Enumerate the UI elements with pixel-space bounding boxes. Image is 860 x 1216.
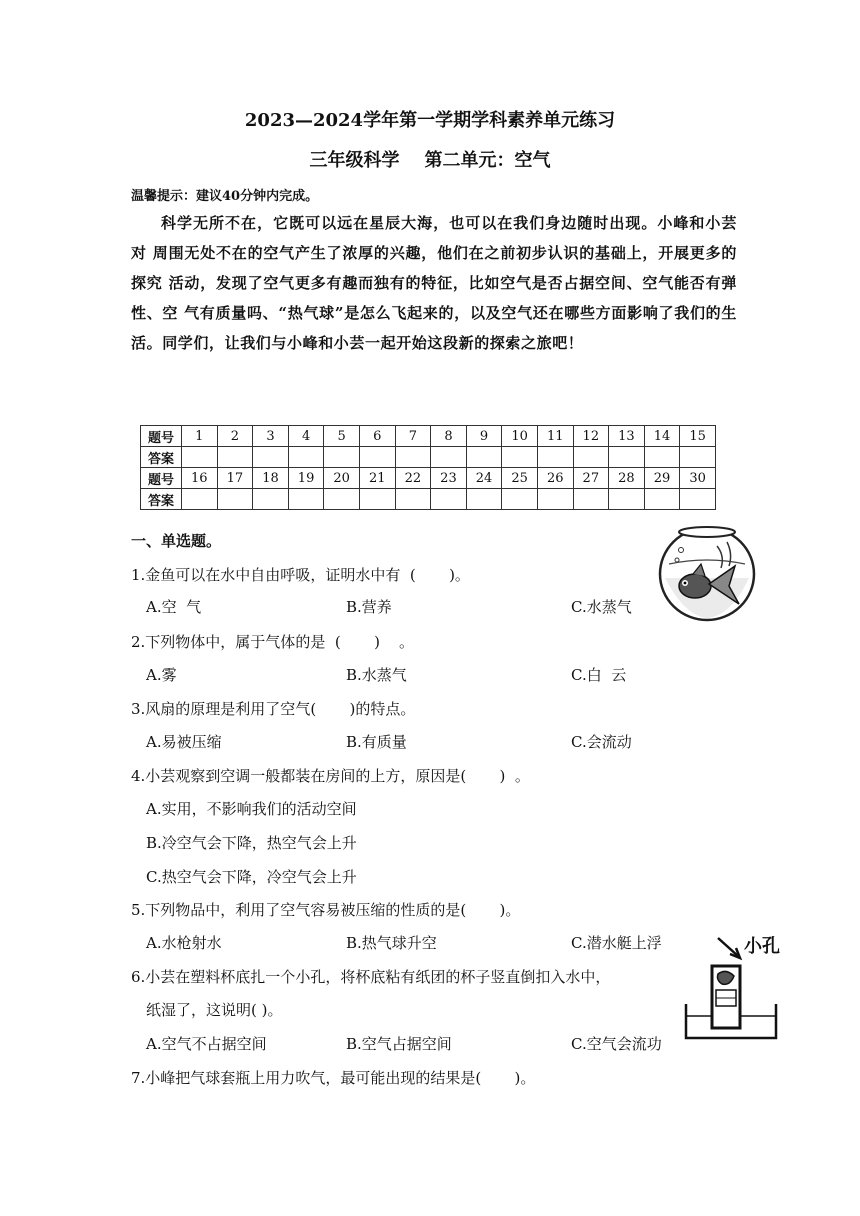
question-6-stem-continued: 纸湿了，这说明( )。 bbox=[146, 1001, 283, 1019]
question-number-cell: 8 bbox=[431, 426, 467, 447]
answer-cell[interactable] bbox=[182, 489, 218, 510]
question-number-cell: 22 bbox=[395, 468, 431, 489]
question-6-stem: 6.小芸在塑料杯底扎一个小孔，将杯底粘有纸团的杯子竖直倒扣入水中， bbox=[131, 968, 611, 986]
question-3-stem: 3.风扇的原理是利用了空气( )的特点。 bbox=[131, 700, 416, 718]
answer-cell[interactable] bbox=[680, 447, 716, 468]
question-4-option-b[interactable]: B.冷空气会下降，热空气会上升 bbox=[146, 834, 357, 852]
question-number-cell: 17 bbox=[217, 468, 253, 489]
question-number-cell: 18 bbox=[253, 468, 289, 489]
question-3-option-c[interactable]: C.会流动 bbox=[571, 733, 632, 751]
cup-in-water-diagram bbox=[682, 930, 782, 1042]
question-number-cell: 1 bbox=[182, 426, 218, 447]
table-header-cell: 答案 bbox=[141, 489, 182, 510]
question-5-option-a[interactable]: A.水枪射水 bbox=[146, 934, 222, 952]
question-number-cell: 30 bbox=[680, 468, 716, 489]
question-3-option-a[interactable]: A.易被压缩 bbox=[146, 733, 222, 751]
question-number-cell: 6 bbox=[359, 426, 395, 447]
answer-cell[interactable] bbox=[573, 489, 609, 510]
answer-cell[interactable] bbox=[502, 489, 538, 510]
table-row bbox=[141, 426, 716, 447]
tip-text: 温馨提示：建议40分钟内完成。 bbox=[131, 189, 319, 204]
answer-cell[interactable] bbox=[288, 447, 324, 468]
question-number-cell: 29 bbox=[644, 468, 680, 489]
question-number-cell: 13 bbox=[609, 426, 645, 447]
answer-cell[interactable] bbox=[609, 447, 645, 468]
question-1-stem: 1.金鱼可以在水中自由呼吸，证明水中有 ( )。 bbox=[131, 566, 470, 584]
answer-cell[interactable] bbox=[217, 447, 253, 468]
question-number-cell: 5 bbox=[324, 426, 360, 447]
answer-cell[interactable] bbox=[609, 489, 645, 510]
answer-cell[interactable] bbox=[680, 489, 716, 510]
table-row bbox=[141, 489, 716, 510]
question-5-option-b[interactable]: B.热气球升空 bbox=[346, 934, 437, 952]
question-number-cell: 27 bbox=[573, 468, 609, 489]
question-number-cell: 4 bbox=[288, 426, 324, 447]
answer-cell[interactable] bbox=[182, 447, 218, 468]
question-number-cell: 16 bbox=[182, 468, 218, 489]
question-6-option-a[interactable]: A.空气不占据空间 bbox=[146, 1035, 267, 1053]
question-number-cell: 24 bbox=[466, 468, 502, 489]
goldfish-bowl-illustration bbox=[655, 520, 759, 624]
question-2-option-a[interactable]: A.雾 bbox=[146, 666, 177, 684]
question-number-cell: 21 bbox=[359, 468, 395, 489]
page-subtitle: 三年级科学 第二单元：空气 bbox=[309, 150, 551, 171]
question-number-cell: 26 bbox=[537, 468, 573, 489]
question-number-cell: 11 bbox=[537, 426, 573, 447]
answer-cell[interactable] bbox=[324, 489, 360, 510]
question-5-option-c[interactable]: C.潜水艇上浮 bbox=[571, 934, 662, 952]
answer-cell[interactable] bbox=[253, 447, 289, 468]
answer-cell[interactable] bbox=[644, 447, 680, 468]
question-number-cell: 23 bbox=[431, 468, 467, 489]
page-title: 2023—2024学年第一学期学科素养单元练习 bbox=[244, 110, 616, 131]
question-number-cell: 25 bbox=[502, 468, 538, 489]
question-4-option-a[interactable]: A.实用，不影响我们的活动空间 bbox=[146, 800, 357, 818]
answer-cell[interactable] bbox=[431, 489, 467, 510]
question-6-option-c[interactable]: C.空气会流功 bbox=[571, 1035, 662, 1053]
question-number-cell: 3 bbox=[253, 426, 289, 447]
answer-cell[interactable] bbox=[395, 489, 431, 510]
answer-cell[interactable] bbox=[395, 447, 431, 468]
question-number-cell: 2 bbox=[217, 426, 253, 447]
question-number-cell: 19 bbox=[288, 468, 324, 489]
section-heading: 一、单选题。 bbox=[131, 532, 222, 550]
answer-cell[interactable] bbox=[431, 447, 467, 468]
question-number-cell: 28 bbox=[609, 468, 645, 489]
table-header-cell: 题号 bbox=[141, 426, 182, 447]
small-hole-label: 小孔 bbox=[744, 936, 780, 957]
answer-cell[interactable] bbox=[644, 489, 680, 510]
answer-cell[interactable] bbox=[288, 489, 324, 510]
question-number-cell: 10 bbox=[502, 426, 538, 447]
answer-table bbox=[140, 425, 716, 510]
answer-cell[interactable] bbox=[537, 447, 573, 468]
answer-cell[interactable] bbox=[466, 447, 502, 468]
question-number-cell: 9 bbox=[466, 426, 502, 447]
table-row bbox=[141, 468, 716, 489]
intro-paragraph: 科学无所不在，它既可以远在星辰大海，也可以在我们身边随时出现。小峰和小芸对 周围无处不在的空气产生了浓厚的兴趣，他们在之前初步认识的基础上，开展更多的探究 活动，发现了空气更多有趣而独有的特征，比如空气是否占据空间、空气能否有弹性、空 气有质量吗、“热气球”是怎么飞起来的，以及空气还在哪些方面影响了我们的生活。同学们，让我们与小峰和小芸一起开始这段新的探索之旅吧！ bbox=[131, 214, 737, 352]
question-2-option-b[interactable]: B.水蒸气 bbox=[346, 666, 407, 684]
table-header-cell: 答案 bbox=[141, 447, 182, 468]
answer-cell[interactable] bbox=[324, 447, 360, 468]
question-3-option-b[interactable]: B.有质量 bbox=[346, 733, 407, 751]
answer-cell[interactable] bbox=[466, 489, 502, 510]
table-header-cell: 题号 bbox=[141, 468, 182, 489]
question-4-option-c[interactable]: C.热空气会下降，冷空气会上升 bbox=[146, 868, 357, 886]
answer-cell[interactable] bbox=[359, 447, 395, 468]
answer-cell[interactable] bbox=[217, 489, 253, 510]
answer-cell[interactable] bbox=[573, 447, 609, 468]
question-1-option-c[interactable]: C.水蒸气 bbox=[571, 598, 632, 616]
question-5-stem: 5.下列物品中，利用了空气容易被压缩的性质的是( )。 bbox=[131, 901, 521, 919]
answer-cell[interactable] bbox=[502, 447, 538, 468]
question-number-cell: 14 bbox=[644, 426, 680, 447]
question-4-stem: 4.小芸观察到空调一般都装在房间的上方，原因是( ) 。 bbox=[131, 767, 530, 785]
question-number-cell: 7 bbox=[395, 426, 431, 447]
question-number-cell: 20 bbox=[324, 468, 360, 489]
question-2-option-c[interactable]: C.白 云 bbox=[571, 666, 627, 684]
question-1-option-b[interactable]: B.营养 bbox=[346, 598, 392, 616]
question-2-stem: 2.下列物体中，属于气体的是 ( ) 。 bbox=[131, 633, 415, 651]
table-row bbox=[141, 447, 716, 468]
question-7-stem: 7.小峰把气球套瓶上用力吹气，最可能出现的结果是( )。 bbox=[131, 1069, 536, 1087]
answer-cell[interactable] bbox=[359, 489, 395, 510]
question-6-option-b[interactable]: B.空气占据空间 bbox=[346, 1035, 452, 1053]
question-number-cell: 15 bbox=[680, 426, 716, 447]
answer-cell[interactable] bbox=[253, 489, 289, 510]
answer-cell[interactable] bbox=[537, 489, 573, 510]
question-number-cell: 12 bbox=[573, 426, 609, 447]
question-1-option-a[interactable]: A.空 气 bbox=[146, 598, 202, 616]
